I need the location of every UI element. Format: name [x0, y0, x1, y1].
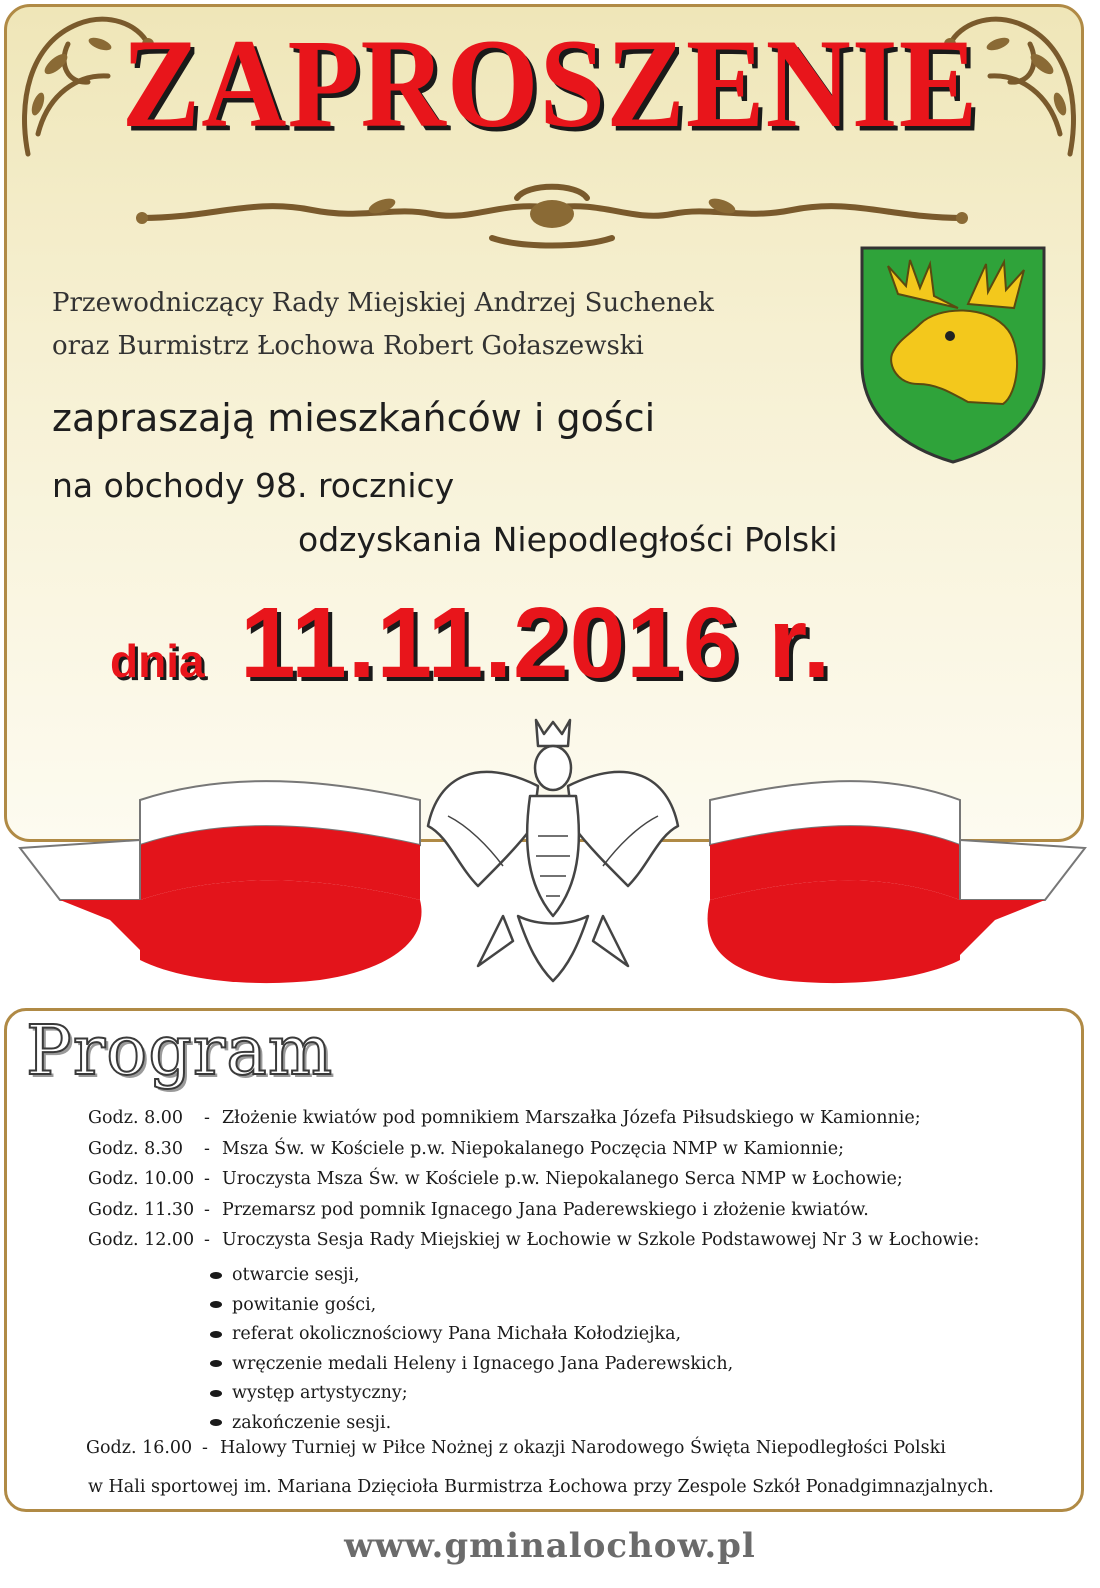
schedule-row: [88, 1200, 1078, 1231]
schedule-text: Msza Św. w Kościele p.w. Niepokalanego Poczęcia NMP w Kamionnie;: [222, 1138, 844, 1159]
schedule-time: Godz. 8.30: [88, 1138, 184, 1159]
schedule-text: Złożenie kwiatów pod pomnikiem Marszałka Józefa Piłsudskiego w Kamionnie;: [222, 1108, 921, 1128]
bullet-icon: [210, 1301, 222, 1308]
bullet-icon: [210, 1360, 222, 1367]
session-point-text: wręczenie medali Heleny i Ignacego Jana Paderewskich,: [232, 1353, 734, 1374]
session-point: [88, 1261, 1078, 1291]
schedule-text: Uroczysta Msza Św. w Kościele p.w. Niepokalanego Serca NMP w Łochowie;: [222, 1169, 903, 1189]
session-point: [88, 1379, 1078, 1409]
session-point-text: występ artystyczny;: [232, 1383, 408, 1404]
schedule-dash: -: [204, 1169, 210, 1189]
bullet-icon: [210, 1390, 222, 1397]
schedule-dash: -: [204, 1138, 210, 1159]
schedule-row: [88, 1108, 1078, 1139]
session-point: [88, 1320, 1078, 1350]
schedule-time: Godz. 11.30: [88, 1199, 195, 1220]
schedule-time: Godz. 10.00: [88, 1169, 195, 1189]
schedule-dash: -: [204, 1230, 210, 1250]
session-point: [88, 1290, 1078, 1320]
schedule-row: [88, 1230, 1078, 1261]
occasion-line-2: odzyskania Niepodległości Polski: [298, 520, 838, 559]
bullet-icon: [210, 1272, 222, 1279]
schedule-list: [88, 1108, 1078, 1438]
schedule-text: Przemarsz pod pomnik Ignacego Jana Paderewskiego i złożenie kwiatów.: [222, 1199, 869, 1220]
session-point-text: otwarcie sesji,: [232, 1265, 360, 1286]
schedule-row: [88, 1139, 1078, 1170]
schedule-text: Uroczysta Sesja Rady Miejskiej w Łochowie w Szkole Podstawowej Nr 3 w Łochowie:: [222, 1230, 980, 1250]
intro-line-1: Przewodniczący Rady Miejskiej Andrzej Suchenek: [52, 288, 714, 318]
white-eagle-emblem-icon: [418, 716, 688, 988]
final-event-location: w Hali sportowej im. Mariana Dzięcioła Burmistrza Łochowa przy Zespole Szkół Ponadgimnazjalnych.: [88, 1476, 994, 1497]
organizers-text: [52, 282, 842, 368]
final-event: [86, 1438, 1086, 1497]
occasion-line-1: na obchody 98. rocznicy: [52, 466, 455, 505]
schedule-dash: -: [204, 1108, 210, 1128]
schedule-row: [88, 1169, 1078, 1200]
schedule-dash: -: [204, 1199, 210, 1220]
session-point-text: zakończenie sesji.: [232, 1412, 392, 1433]
date-prefix: dnia: [110, 635, 205, 687]
intro-line-2: oraz Burmistrz Łochowa Robert Gołaszewski: [52, 331, 644, 361]
session-point: [88, 1349, 1078, 1379]
baroque-divider-icon: [132, 178, 972, 250]
schedule-row: [86, 1438, 1086, 1469]
invitation-line: zapraszają mieszkańców i gości: [52, 396, 656, 440]
session-point-text: referat okolicznościowy Pana Michała Kołodziejka,: [232, 1324, 682, 1345]
page-title: ZAPROSZENIE: [121, 12, 979, 155]
program-heading: Program: [26, 1012, 334, 1091]
website-link[interactable]: www.gminalochow.pl: [344, 1526, 756, 1566]
bullet-icon: [210, 1331, 222, 1338]
schedule-time: Godz. 12.00: [88, 1230, 195, 1250]
schedule-text: Halowy Turniej w Piłce Nożnej z okazji Narodowego Święta Niepodległości Polski: [220, 1438, 946, 1458]
session-point-text: powitanie gości,: [232, 1294, 377, 1315]
session-point: [88, 1408, 1078, 1438]
schedule-time: Godz. 8.00: [88, 1108, 184, 1128]
event-date: 11.11.2016 r.: [240, 587, 832, 699]
coat-of-arms-elk-icon: [858, 244, 1048, 466]
bullet-icon: [210, 1419, 222, 1426]
schedule-dash: -: [202, 1438, 208, 1458]
schedule-time: Godz. 16.00: [86, 1438, 193, 1458]
